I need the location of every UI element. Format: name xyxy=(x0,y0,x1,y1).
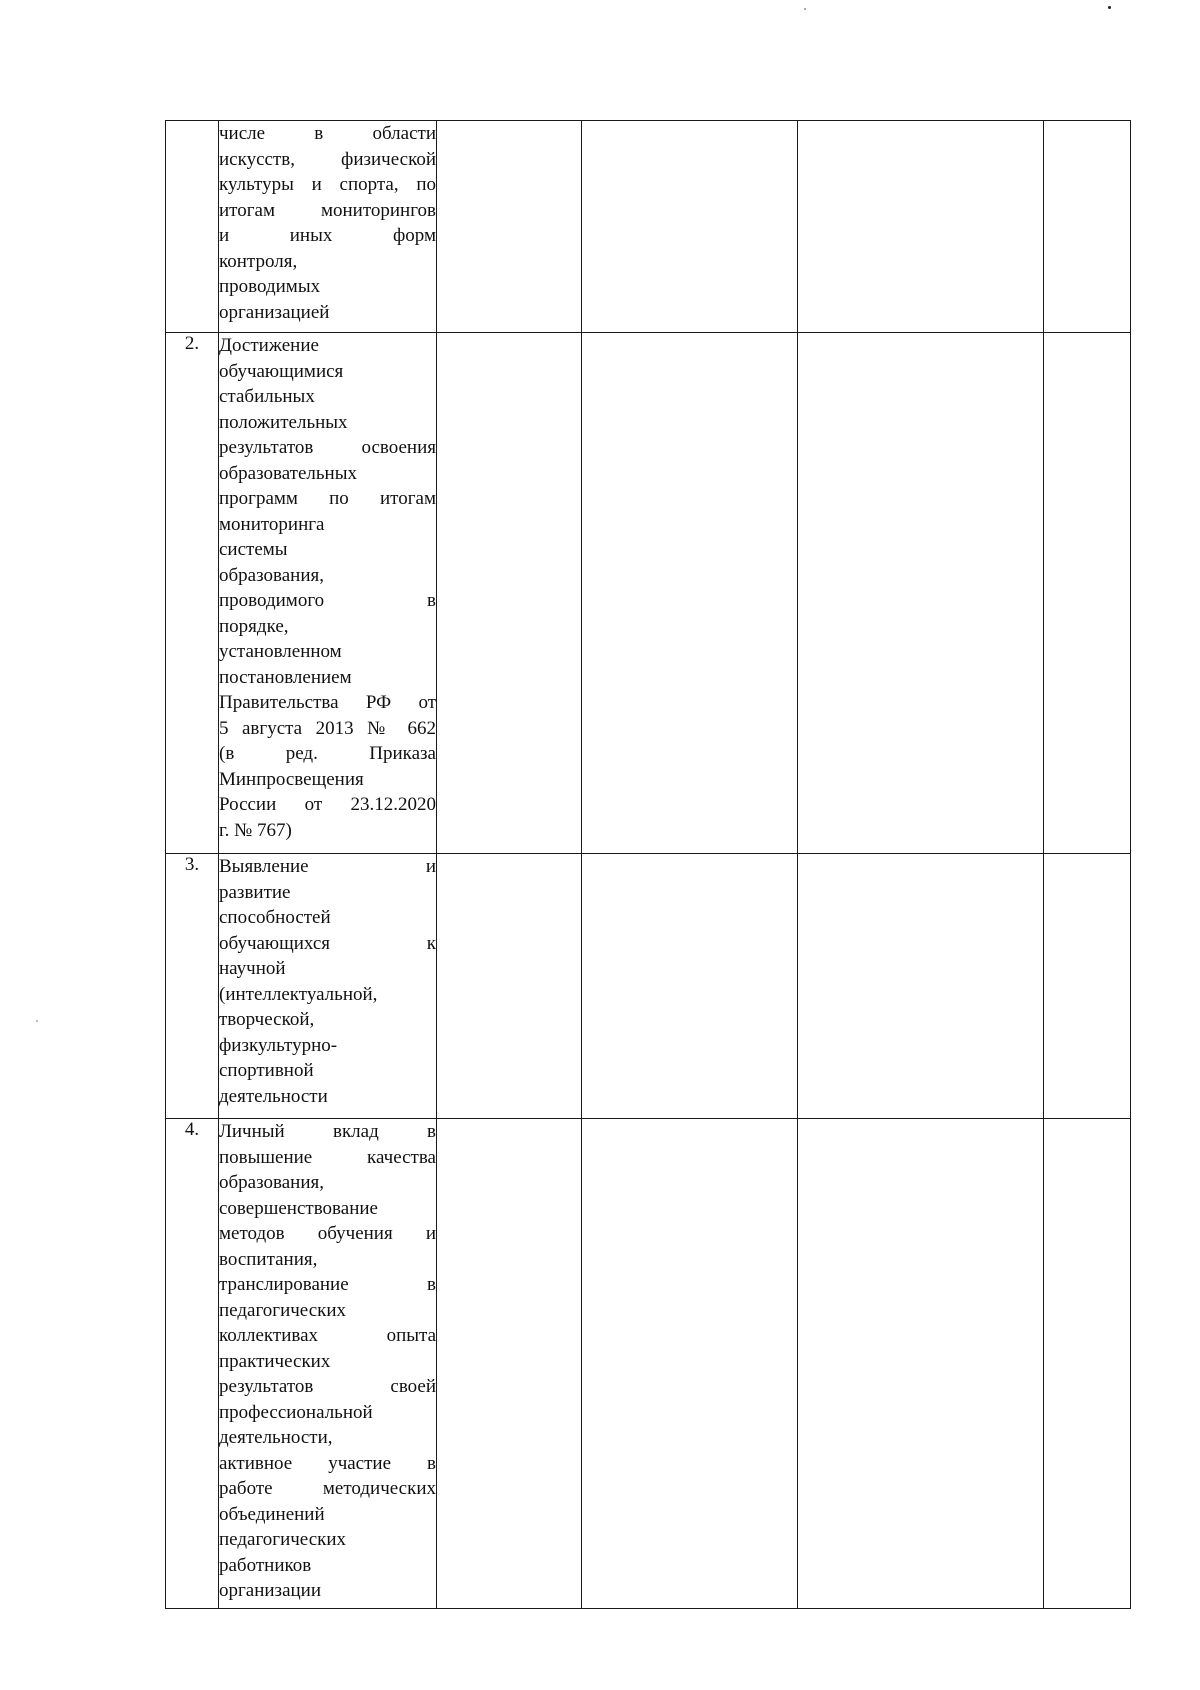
criterion-line: культуры и спорта, по xyxy=(219,174,436,195)
row-number: 3. xyxy=(166,854,219,1119)
criterion-line: коллективах опыта xyxy=(219,1325,436,1346)
empty-cell xyxy=(582,121,798,333)
scan-speck xyxy=(1108,6,1111,9)
empty-cell xyxy=(582,333,798,854)
criterion-line: объединений xyxy=(219,1503,325,1525)
criterion-line: установленном xyxy=(219,641,342,662)
criterion-line: результатов своей xyxy=(219,1376,436,1397)
empty-cell xyxy=(437,121,582,333)
criterion-line: спортивной xyxy=(219,1060,314,1081)
criterion-line: образования, xyxy=(219,1172,324,1193)
criterion-text xyxy=(219,121,436,325)
table-row xyxy=(166,121,1131,333)
empty-cell xyxy=(1044,333,1131,854)
criterion-line: Минпросвещения xyxy=(219,768,364,790)
table-row xyxy=(166,333,1131,854)
empty-cell xyxy=(582,1119,798,1609)
criterion-line: России от 23.12.2020 xyxy=(219,794,436,815)
criterion-line: Личный вклад в xyxy=(219,1121,436,1142)
criterion-line: положительных xyxy=(219,411,348,433)
criterion-line: контроля, xyxy=(219,250,298,272)
criterion-line: организацией xyxy=(219,301,330,323)
criteria-table-body xyxy=(166,121,1131,1609)
criterion-line: проводимых xyxy=(219,276,321,297)
criterion-line: программ по итогам xyxy=(219,488,436,509)
table-row xyxy=(166,854,1131,1119)
empty-cell xyxy=(798,121,1044,333)
criterion-line: работников xyxy=(219,1554,312,1576)
criterion-line: и иных форм xyxy=(219,225,436,246)
criterion-line: практических xyxy=(219,1350,331,1372)
criterion-line: совершенствование xyxy=(219,1197,378,1219)
criterion-line: (интеллектуальной, xyxy=(219,983,378,1005)
criterion-line: обучающимися xyxy=(219,360,344,382)
criterion-cell xyxy=(219,854,437,1119)
criterion-line: образования, xyxy=(219,564,324,586)
criterion-cell xyxy=(219,333,437,854)
criterion-line: деятельности xyxy=(219,1085,328,1107)
criterion-cell xyxy=(219,121,437,333)
empty-cell xyxy=(798,854,1044,1119)
empty-cell xyxy=(437,854,582,1119)
criterion-line: стабильных xyxy=(219,386,315,407)
criterion-text xyxy=(219,333,436,843)
criterion-line: развитие xyxy=(219,881,291,903)
empty-cell xyxy=(798,333,1044,854)
row-number: 2. xyxy=(166,333,219,854)
criterion-line: образовательных xyxy=(219,462,357,484)
criterion-line: (в ред. Приказа xyxy=(219,743,436,764)
criterion-line: искусств, физической xyxy=(219,148,436,170)
criterion-line: педагогических xyxy=(219,1299,347,1321)
criterion-line: мониторинга xyxy=(219,513,325,535)
criterion-line: постановлением xyxy=(219,666,352,688)
criterion-line: системы xyxy=(219,539,288,560)
empty-cell xyxy=(1044,854,1131,1119)
criterion-line: физкультурно- xyxy=(219,1034,338,1056)
row-number: 4. xyxy=(166,1119,219,1609)
criterion-line: транслирование в xyxy=(219,1274,436,1295)
criterion-line: результатов освоения xyxy=(219,437,436,458)
criterion-line: научной xyxy=(219,958,286,979)
criterion-line: Выявление и xyxy=(219,856,436,877)
criterion-line: г. № 767) xyxy=(219,819,292,841)
criterion-line: методов обучения и xyxy=(219,1223,436,1244)
criterion-line: 5 августа 2013 № 662 xyxy=(219,717,436,739)
empty-cell xyxy=(437,1119,582,1609)
criterion-text xyxy=(219,854,436,1109)
criterion-line: организации xyxy=(219,1580,322,1601)
scan-speck xyxy=(804,8,806,10)
empty-cell xyxy=(582,854,798,1119)
criterion-line: работе методических xyxy=(219,1478,436,1499)
criterion-line: активное участие в xyxy=(219,1452,436,1474)
criterion-line: творческой, xyxy=(219,1009,315,1030)
criterion-line: профессиональной xyxy=(219,1401,373,1423)
criterion-line: деятельности, xyxy=(219,1427,333,1448)
criterion-line: педагогических xyxy=(219,1529,347,1550)
criterion-line: Правительства РФ от xyxy=(219,692,436,713)
empty-cell xyxy=(437,333,582,854)
table-row xyxy=(166,1119,1131,1609)
empty-cell xyxy=(1044,121,1131,333)
criterion-line: числе в области xyxy=(219,123,436,144)
criterion-line: проводимого в xyxy=(219,590,436,611)
empty-cell xyxy=(1044,1119,1131,1609)
criterion-line: порядке, xyxy=(219,615,289,637)
criterion-line: повышение качества xyxy=(219,1146,436,1168)
criterion-line: итогам мониторингов xyxy=(219,199,436,221)
empty-cell xyxy=(798,1119,1044,1609)
row-number xyxy=(166,121,219,333)
criterion-line: воспитания, xyxy=(219,1248,318,1270)
criterion-line: обучающихся к xyxy=(219,932,436,954)
scan-speck xyxy=(36,1020,38,1022)
criterion-cell xyxy=(219,1119,437,1609)
criteria-table xyxy=(165,120,1131,1609)
criterion-line: Достижение xyxy=(219,335,319,356)
criterion-text xyxy=(219,1119,436,1604)
criterion-line: способностей xyxy=(219,907,331,928)
